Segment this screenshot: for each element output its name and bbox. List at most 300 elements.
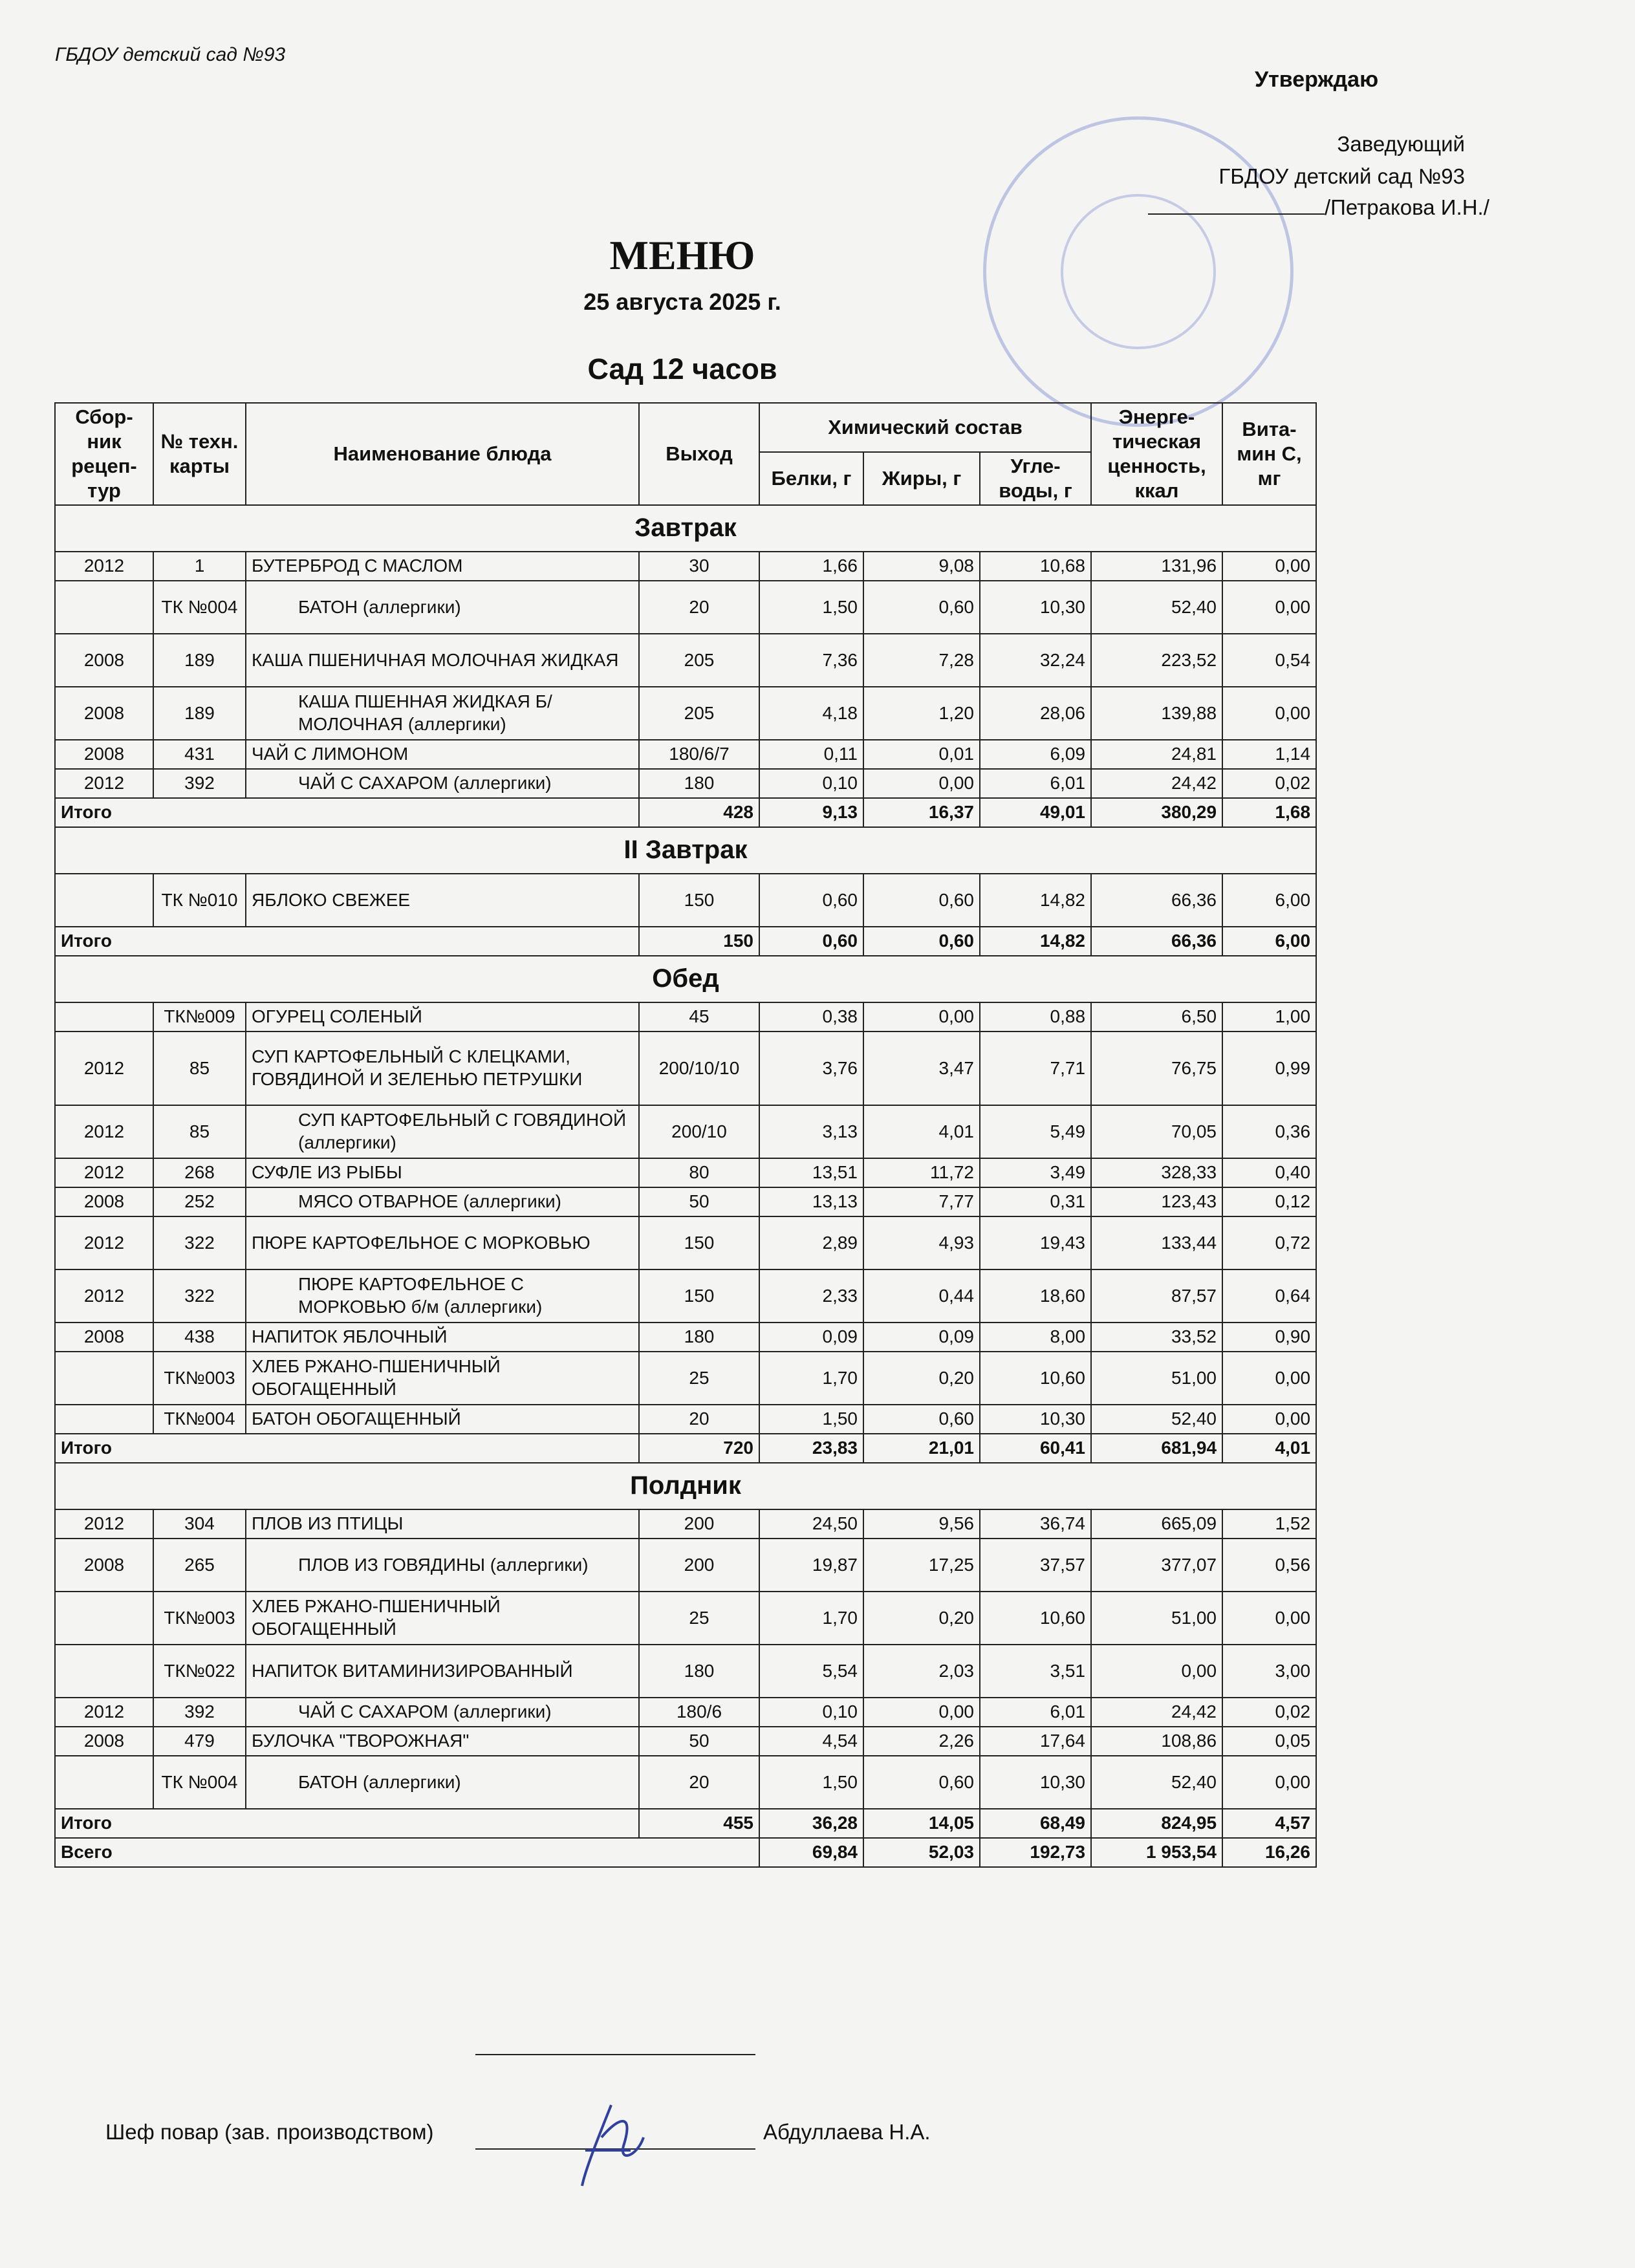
carbs-value: 14,82 [980, 874, 1091, 927]
tech-card-number: 1 [153, 552, 246, 581]
recipe-collection [55, 1352, 153, 1405]
grand-total-carbs: 192,73 [980, 1838, 1091, 1867]
total-fat: 14,05 [863, 1809, 980, 1838]
dish-name: МЯСО ОТВАРНОЕ (аллергики) [246, 1187, 639, 1216]
energy-value: 24,42 [1091, 769, 1222, 798]
recipe-collection: 2012 [55, 769, 153, 798]
dish-yield: 180 [639, 1323, 759, 1352]
vitamin-value: 0,05 [1222, 1727, 1316, 1756]
total-yield: 455 [639, 1809, 759, 1838]
tech-card-number: 268 [153, 1158, 246, 1187]
tech-card-number: ТК№003 [153, 1352, 246, 1405]
menu-table [54, 402, 1317, 1868]
col-vitamin: Вита-мин С, мг [1222, 403, 1316, 505]
grand-total-fat: 52,03 [863, 1838, 980, 1867]
carbs-value: 10,60 [980, 1352, 1091, 1405]
total-fat: 0,60 [863, 927, 980, 956]
grand-total-energy: 1 953,54 [1091, 1838, 1222, 1867]
tech-card-number: 438 [153, 1323, 246, 1352]
fat-value: 0,00 [863, 1698, 980, 1727]
col-carbs: Угле-воды, г [980, 452, 1091, 505]
recipe-collection: 2012 [55, 552, 153, 581]
recipe-collection: 2012 [55, 1269, 153, 1323]
dish-name: ОГУРЕЦ СОЛЕНЫЙ [246, 1002, 639, 1031]
fat-value: 1,20 [863, 687, 980, 740]
menu-body [55, 505, 1316, 1867]
table-row [55, 1352, 1316, 1405]
tech-card-number: 85 [153, 1031, 246, 1105]
col-chem: Химический состав [759, 403, 1091, 452]
vitamin-value: 0,00 [1222, 1405, 1316, 1434]
tech-card-number: ТК№004 [153, 1405, 246, 1434]
dish-yield: 180 [639, 1645, 759, 1698]
fat-value: 4,93 [863, 1216, 980, 1269]
vitamin-value: 0,00 [1222, 1352, 1316, 1405]
director-signature-line [1148, 194, 1325, 215]
fat-value: 0,00 [863, 1002, 980, 1031]
total-yield: 428 [639, 798, 759, 827]
dish-yield: 205 [639, 687, 759, 740]
table-row [55, 769, 1316, 798]
protein-value: 0,38 [759, 1002, 863, 1031]
protein-value: 0,10 [759, 1698, 863, 1727]
energy-value: 87,57 [1091, 1269, 1222, 1323]
table-row [55, 1105, 1316, 1158]
tech-card-number: ТК№003 [153, 1592, 246, 1645]
section-header-row [55, 956, 1316, 1002]
fat-value: 0,60 [863, 874, 980, 927]
tech-card-number: 392 [153, 769, 246, 798]
total-vitamin: 4,57 [1222, 1809, 1316, 1838]
section-header-row [55, 505, 1316, 552]
carbs-value: 17,64 [980, 1727, 1091, 1756]
chef-label: Шеф повар (зав. производством) [105, 2120, 434, 2144]
dish-yield: 200 [639, 1509, 759, 1539]
recipe-collection [55, 1405, 153, 1434]
tech-card-number: 322 [153, 1269, 246, 1323]
vitamin-value: 3,00 [1222, 1645, 1316, 1698]
dish-yield: 200/10/10 [639, 1031, 759, 1105]
menu-subtitle: Сад 12 часов [587, 352, 777, 385]
protein-value: 2,33 [759, 1269, 863, 1323]
dish-name: СУФЛЕ ИЗ РЫБЫ [246, 1158, 639, 1187]
total-fat: 21,01 [863, 1434, 980, 1463]
table-row [55, 1509, 1316, 1539]
dish-name: ПЛОВ ИЗ ГОВЯДИНЫ (аллергики) [246, 1539, 639, 1592]
fat-value: 0,01 [863, 740, 980, 769]
total-yield: 720 [639, 1434, 759, 1463]
recipe-collection: 2008 [55, 1323, 153, 1352]
protein-value: 13,51 [759, 1158, 863, 1187]
fat-value: 3,47 [863, 1031, 980, 1105]
total-carbs: 68,49 [980, 1809, 1091, 1838]
carbs-value: 28,06 [980, 687, 1091, 740]
table-row [55, 581, 1316, 634]
total-row [55, 1434, 1316, 1463]
vitamin-value: 1,14 [1222, 740, 1316, 769]
table-row [55, 874, 1316, 927]
dish-name: НАПИТОК ЯБЛОЧНЫЙ [246, 1323, 639, 1352]
vitamin-value: 0,54 [1222, 634, 1316, 687]
dish-yield: 20 [639, 581, 759, 634]
recipe-collection: 2008 [55, 634, 153, 687]
dish-name: ЯБЛОКО СВЕЖЕЕ [246, 874, 639, 927]
energy-value: 133,44 [1091, 1216, 1222, 1269]
vitamin-value: 0,00 [1222, 581, 1316, 634]
carbs-value: 32,24 [980, 634, 1091, 687]
total-row [55, 927, 1316, 956]
section-title: II Завтрак [55, 827, 1316, 874]
vitamin-value: 1,52 [1222, 1509, 1316, 1539]
grand-total-vitamin: 16,26 [1222, 1838, 1316, 1867]
vitamin-value: 0,56 [1222, 1539, 1316, 1592]
menu-date: 25 августа 2025 г. [583, 288, 781, 315]
carbs-value: 10,60 [980, 1592, 1091, 1645]
recipe-collection [55, 1002, 153, 1031]
table-row [55, 740, 1316, 769]
tech-card-number: 322 [153, 1216, 246, 1269]
fat-value: 7,28 [863, 634, 980, 687]
dish-name: БАТОН (аллергики) [246, 581, 639, 634]
tech-card-number: 431 [153, 740, 246, 769]
dish-yield: 20 [639, 1405, 759, 1434]
dish-name: ЧАЙ С САХАРОМ (аллергики) [246, 1698, 639, 1727]
tech-card-number: ТК №010 [153, 874, 246, 927]
carbs-value: 10,68 [980, 552, 1091, 581]
col-card: № техн. карты [153, 403, 246, 505]
table-row [55, 1002, 1316, 1031]
dish-name: БУТЕРБРОД С МАСЛОМ [246, 552, 639, 581]
table-row [55, 1269, 1316, 1323]
recipe-collection: 2008 [55, 687, 153, 740]
director-name: /Петракова И.Н./ [1325, 195, 1489, 219]
vitamin-value: 0,00 [1222, 687, 1316, 740]
dish-name: ЧАЙ С САХАРОМ (аллергики) [246, 769, 639, 798]
table-row [55, 552, 1316, 581]
energy-value: 51,00 [1091, 1592, 1222, 1645]
total-yield: 150 [639, 927, 759, 956]
dish-name: СУП КАРТОФЕЛЬНЫЙ С ГОВЯДИНОЙ (аллергики) [246, 1105, 639, 1158]
vitamin-value: 0,99 [1222, 1031, 1316, 1105]
tech-card-number: 85 [153, 1105, 246, 1158]
table-row [55, 1645, 1316, 1698]
total-row [55, 798, 1316, 827]
total-label: Итого [55, 798, 639, 827]
energy-value: 51,00 [1091, 1352, 1222, 1405]
recipe-collection [55, 1756, 153, 1809]
fat-value: 0,60 [863, 581, 980, 634]
carbs-value: 6,01 [980, 1698, 1091, 1727]
recipe-collection: 2012 [55, 1105, 153, 1158]
energy-value: 52,40 [1091, 581, 1222, 634]
dish-name: БАТОН (аллергики) [246, 1756, 639, 1809]
protein-value: 7,36 [759, 634, 863, 687]
section-title: Обед [55, 956, 1316, 1002]
total-carbs: 14,82 [980, 927, 1091, 956]
protein-value: 2,89 [759, 1216, 863, 1269]
dish-yield: 45 [639, 1002, 759, 1031]
grand-total-protein: 69,84 [759, 1838, 863, 1867]
tech-card-number: 189 [153, 687, 246, 740]
carbs-value: 0,88 [980, 1002, 1091, 1031]
energy-value: 131,96 [1091, 552, 1222, 581]
tech-card-number: ТК №004 [153, 1756, 246, 1809]
total-row [55, 1809, 1316, 1838]
recipe-collection: 2008 [55, 1539, 153, 1592]
chef-name: Абдуллаева Н.А. [763, 2120, 931, 2144]
total-protein: 0,60 [759, 927, 863, 956]
energy-value: 377,07 [1091, 1539, 1222, 1592]
carbs-value: 10,30 [980, 1405, 1091, 1434]
col-dish: Наименование блюда [246, 403, 639, 505]
dish-yield: 205 [639, 634, 759, 687]
col-collection: Сбор-ник рецеп-тур [55, 403, 153, 505]
table-row [55, 1539, 1316, 1592]
dish-yield: 50 [639, 1187, 759, 1216]
energy-value: 665,09 [1091, 1509, 1222, 1539]
protein-value: 13,13 [759, 1187, 863, 1216]
protein-value: 0,10 [759, 769, 863, 798]
tech-card-number: 304 [153, 1509, 246, 1539]
total-fat: 16,37 [863, 798, 980, 827]
dish-yield: 150 [639, 874, 759, 927]
recipe-collection: 2012 [55, 1216, 153, 1269]
dish-yield: 180/6 [639, 1698, 759, 1727]
vitamin-value: 0,64 [1222, 1269, 1316, 1323]
total-protein: 9,13 [759, 798, 863, 827]
energy-value: 52,40 [1091, 1405, 1222, 1434]
total-carbs: 49,01 [980, 798, 1091, 827]
carbs-value: 0,31 [980, 1187, 1091, 1216]
total-vitamin: 1,68 [1222, 798, 1316, 827]
chef-signature [572, 2099, 656, 2189]
fat-value: 0,09 [863, 1323, 980, 1352]
table-row [55, 687, 1316, 740]
org-name: ГБДОУ детский сад №93 [55, 44, 286, 65]
fat-value: 17,25 [863, 1539, 980, 1592]
protein-value: 1,50 [759, 1405, 863, 1434]
recipe-collection: 2008 [55, 1727, 153, 1756]
energy-value: 6,50 [1091, 1002, 1222, 1031]
dish-name: ПЛОВ ИЗ ПТИЦЫ [246, 1509, 639, 1539]
director-title: Заведующий [1337, 132, 1465, 156]
signature-line-top [475, 2054, 755, 2055]
col-protein: Белки, г [759, 452, 863, 505]
total-energy: 824,95 [1091, 1809, 1222, 1838]
fat-value: 2,26 [863, 1727, 980, 1756]
carbs-value: 37,57 [980, 1539, 1091, 1592]
total-vitamin: 6,00 [1222, 927, 1316, 956]
vitamin-value: 0,12 [1222, 1187, 1316, 1216]
tech-card-number: 189 [153, 634, 246, 687]
vitamin-value: 0,00 [1222, 1592, 1316, 1645]
carbs-value: 18,60 [980, 1269, 1091, 1323]
dish-yield: 50 [639, 1727, 759, 1756]
col-fat: Жиры, г [863, 452, 980, 505]
energy-value: 123,43 [1091, 1187, 1222, 1216]
table-row [55, 634, 1316, 687]
vitamin-value: 0,00 [1222, 552, 1316, 581]
protein-value: 3,13 [759, 1105, 863, 1158]
dish-yield: 180/6/7 [639, 740, 759, 769]
total-label: Итого [55, 927, 639, 956]
fat-value: 4,01 [863, 1105, 980, 1158]
carbs-value: 8,00 [980, 1323, 1091, 1352]
recipe-collection [55, 1645, 153, 1698]
dish-name: ПЮРЕ КАРТОФЕЛЬНОЕ С МОРКОВЬЮ [246, 1216, 639, 1269]
energy-value: 66,36 [1091, 874, 1222, 927]
fat-value: 11,72 [863, 1158, 980, 1187]
energy-value: 24,81 [1091, 740, 1222, 769]
section-header-row [55, 1463, 1316, 1509]
total-protein: 36,28 [759, 1809, 863, 1838]
fat-value: 0,44 [863, 1269, 980, 1323]
table-row [55, 1158, 1316, 1187]
protein-value: 1,66 [759, 552, 863, 581]
col-energy: Энерге-тическая ценность, ккал [1091, 403, 1222, 505]
energy-value: 223,52 [1091, 634, 1222, 687]
tech-card-number: 265 [153, 1539, 246, 1592]
carbs-value: 6,09 [980, 740, 1091, 769]
recipe-collection [55, 874, 153, 927]
total-vitamin: 4,01 [1222, 1434, 1316, 1463]
grand-total-label: Всего [55, 1838, 759, 1867]
protein-value: 0,60 [759, 874, 863, 927]
vitamin-value: 0,02 [1222, 769, 1316, 798]
dish-name: ЧАЙ С ЛИМОНОМ [246, 740, 639, 769]
dish-yield: 80 [639, 1158, 759, 1187]
carbs-value: 5,49 [980, 1105, 1091, 1158]
vitamin-value: 0,40 [1222, 1158, 1316, 1187]
grand-total-row [55, 1838, 1316, 1867]
vitamin-value: 0,36 [1222, 1105, 1316, 1158]
protein-value: 3,76 [759, 1031, 863, 1105]
carbs-value: 10,30 [980, 1756, 1091, 1809]
fat-value: 2,03 [863, 1645, 980, 1698]
tech-card-number: 479 [153, 1727, 246, 1756]
dish-yield: 200 [639, 1539, 759, 1592]
total-protein: 23,83 [759, 1434, 863, 1463]
recipe-collection: 2008 [55, 1187, 153, 1216]
energy-value: 70,05 [1091, 1105, 1222, 1158]
energy-value: 139,88 [1091, 687, 1222, 740]
protein-value: 1,70 [759, 1352, 863, 1405]
carbs-value: 36,74 [980, 1509, 1091, 1539]
energy-value: 33,52 [1091, 1323, 1222, 1352]
approve-label: Утверждаю [1255, 67, 1379, 92]
carbs-value: 19,43 [980, 1216, 1091, 1269]
carbs-value: 6,01 [980, 769, 1091, 798]
total-energy: 380,29 [1091, 798, 1222, 827]
total-energy: 681,94 [1091, 1434, 1222, 1463]
total-energy: 66,36 [1091, 927, 1222, 956]
table-row [55, 1592, 1316, 1645]
dish-name: ХЛЕБ РЖАНО-ПШЕНИЧНЫЙ ОБОГАЩЕННЫЙ [246, 1352, 639, 1405]
protein-value: 24,50 [759, 1509, 863, 1539]
dish-yield: 30 [639, 552, 759, 581]
energy-value: 76,75 [1091, 1031, 1222, 1105]
recipe-collection: 2012 [55, 1158, 153, 1187]
col-yield: Выход [639, 403, 759, 505]
total-label: Итого [55, 1434, 639, 1463]
total-label: Итого [55, 1809, 639, 1838]
vitamin-value: 0,02 [1222, 1698, 1316, 1727]
director-org: ГБДОУ детский сад №93 [1218, 164, 1465, 188]
fat-value: 9,08 [863, 552, 980, 581]
protein-value: 0,09 [759, 1323, 863, 1352]
table-row [55, 1216, 1316, 1269]
fat-value: 0,00 [863, 769, 980, 798]
tech-card-number: 252 [153, 1187, 246, 1216]
table-row [55, 1727, 1316, 1756]
recipe-collection [55, 1592, 153, 1645]
vitamin-value: 0,72 [1222, 1216, 1316, 1269]
recipe-collection [55, 581, 153, 634]
fat-value: 0,20 [863, 1352, 980, 1405]
dish-yield: 20 [639, 1756, 759, 1809]
dish-yield: 180 [639, 769, 759, 798]
recipe-collection: 2012 [55, 1509, 153, 1539]
fat-value: 0,60 [863, 1405, 980, 1434]
dish-name: ПЮРЕ КАРТОФЕЛЬНОЕ С МОРКОВЬЮ б/м (аллергики) [246, 1269, 639, 1323]
table-row [55, 1756, 1316, 1809]
vitamin-value: 0,00 [1222, 1756, 1316, 1809]
table-row [55, 1187, 1316, 1216]
dish-name: ХЛЕБ РЖАНО-ПШЕНИЧНЫЙ ОБОГАЩЕННЫЙ [246, 1592, 639, 1645]
section-header-row [55, 827, 1316, 874]
dish-name: СУП КАРТОФЕЛЬНЫЙ С КЛЕЦКАМИ, ГОВЯДИНОЙ И ЗЕЛЕНЬЮ ПЕТРУШКИ [246, 1031, 639, 1105]
section-title: Завтрак [55, 505, 1316, 552]
section-title: Полдник [55, 1463, 1316, 1509]
dish-name: КАША ПШЕННАЯ ЖИДКАЯ Б/МОЛОЧНАЯ (аллергики) [246, 687, 639, 740]
carbs-value: 3,49 [980, 1158, 1091, 1187]
table-row [55, 1698, 1316, 1727]
page-title: МЕНЮ [609, 232, 755, 278]
carbs-value: 3,51 [980, 1645, 1091, 1698]
tech-card-number: 392 [153, 1698, 246, 1727]
fat-value: 9,56 [863, 1509, 980, 1539]
dish-yield: 150 [639, 1269, 759, 1323]
energy-value: 52,40 [1091, 1756, 1222, 1809]
protein-value: 0,11 [759, 740, 863, 769]
dish-yield: 200/10 [639, 1105, 759, 1158]
tech-card-number: ТК №004 [153, 581, 246, 634]
carbs-value: 7,71 [980, 1031, 1091, 1105]
dish-name: КАША ПШЕНИЧНАЯ МОЛОЧНАЯ ЖИДКАЯ [246, 634, 639, 687]
dish-name: НАПИТОК ВИТАМИНИЗИРОВАННЫЙ [246, 1645, 639, 1698]
protein-value: 4,54 [759, 1727, 863, 1756]
tech-card-number: ТК№009 [153, 1002, 246, 1031]
vitamin-value: 0,90 [1222, 1323, 1316, 1352]
protein-value: 19,87 [759, 1539, 863, 1592]
recipe-collection: 2012 [55, 1031, 153, 1105]
dish-name: БУЛОЧКА "ТВОРОЖНАЯ" [246, 1727, 639, 1756]
fat-value: 0,60 [863, 1756, 980, 1809]
dish-name: БАТОН ОБОГАЩЕННЫЙ [246, 1405, 639, 1434]
total-carbs: 60,41 [980, 1434, 1091, 1463]
recipe-collection: 2008 [55, 740, 153, 769]
vitamin-value: 1,00 [1222, 1002, 1316, 1031]
table-row [55, 1323, 1316, 1352]
dish-yield: 25 [639, 1352, 759, 1405]
protein-value: 1,70 [759, 1592, 863, 1645]
protein-value: 1,50 [759, 581, 863, 634]
energy-value: 0,00 [1091, 1645, 1222, 1698]
energy-value: 24,42 [1091, 1698, 1222, 1727]
dish-yield: 25 [639, 1592, 759, 1645]
table-row [55, 1031, 1316, 1105]
energy-value: 108,86 [1091, 1727, 1222, 1756]
